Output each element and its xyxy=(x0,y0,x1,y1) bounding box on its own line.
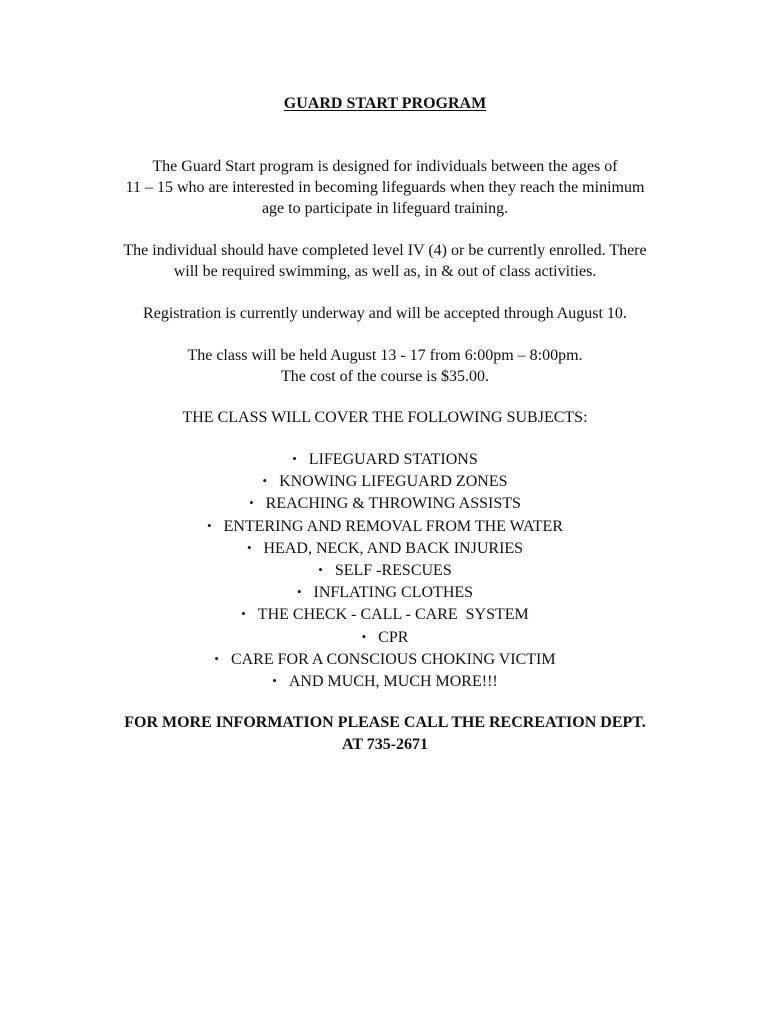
document-title: GUARD START PROGRAM xyxy=(283,95,487,112)
bullet-icon: • xyxy=(207,517,212,533)
contact-line: FOR MORE INFORMATION PLEASE CALL THE RECREATION DEPT. xyxy=(124,714,646,731)
list-item xyxy=(0,604,770,626)
list-item xyxy=(0,627,770,649)
bullet-icon: • xyxy=(361,628,367,644)
bullet-icon: • xyxy=(292,451,297,466)
schedule-line: The class will be held August 13 - 17 from 6:00pm – 8:00pm. xyxy=(187,347,583,364)
list-item xyxy=(0,493,770,515)
bullet-icon: • xyxy=(296,584,302,600)
intro-line: age to participate in lifeguard training. xyxy=(261,200,509,217)
list-item-label: CPR xyxy=(378,628,409,646)
list-item xyxy=(0,471,770,493)
list-item xyxy=(0,449,770,471)
registration-line: Registration is currently underway and will be accepted through August 10. xyxy=(143,305,627,322)
intro-line: The Guard Start program is designed for individuals between the ages of xyxy=(152,158,618,175)
bullet-icon: • xyxy=(318,562,323,578)
list-item xyxy=(0,538,770,560)
list-item-label: CARE FOR A CONSCIOUS CHOKING VICTIM xyxy=(230,650,556,668)
list-item xyxy=(0,560,770,582)
list-item-label: ENTERING AND REMOVAL FROM THE WATER xyxy=(223,517,563,535)
bullet-icon: • xyxy=(246,539,252,555)
subjects-heading xyxy=(0,407,770,428)
bullet-icon: • xyxy=(214,650,219,666)
requirements-paragraph xyxy=(0,240,770,282)
list-item-label: LIFEGUARD STATIONS xyxy=(308,451,478,468)
registration-paragraph xyxy=(0,303,770,324)
intro-line: 11 – 15 who are interested in becoming lifeguards when they reach the minimum xyxy=(125,179,645,196)
intro-paragraph xyxy=(0,156,770,219)
contact-info xyxy=(0,712,770,756)
subjects-heading-text: THE CLASS WILL COVER THE FOLLOWING SUBJECTS: xyxy=(182,409,588,426)
phone-line: AT 735-2671 xyxy=(341,736,429,753)
list-item xyxy=(0,649,770,671)
list-item-label: HEAD, NECK, AND BACK INJURIES xyxy=(263,539,524,557)
requirement-line: will be required swimming, as well as, in & out of class activities. xyxy=(173,263,597,280)
cost-line: The cost of the course is $35.00. xyxy=(281,368,489,385)
schedule-paragraph xyxy=(0,345,770,387)
list-item xyxy=(0,516,770,538)
bullet-icon: • xyxy=(262,473,268,489)
subjects-list xyxy=(0,449,770,693)
bullet-icon: • xyxy=(249,495,254,511)
list-item xyxy=(0,582,770,604)
list-item-label: AND MUCH, MUCH MORE!!! xyxy=(288,673,498,691)
list-item-label: THE CHECK - CALL - CARE SYSTEM xyxy=(257,606,529,624)
requirement-line: The individual should have completed level IV (4) or be currently enrolled. There xyxy=(123,242,647,259)
list-item-label: KNOWING LIFEGUARD ZONES xyxy=(279,473,508,491)
list-item xyxy=(0,671,770,693)
bullet-icon: • xyxy=(272,673,277,689)
list-item-label: SELF -RESCUES xyxy=(334,562,452,580)
list-item-label: INFLATING CLOTHES xyxy=(313,584,474,602)
list-item-label: REACHING & THROWING ASSISTS xyxy=(265,495,521,513)
bullet-icon: • xyxy=(241,606,246,622)
